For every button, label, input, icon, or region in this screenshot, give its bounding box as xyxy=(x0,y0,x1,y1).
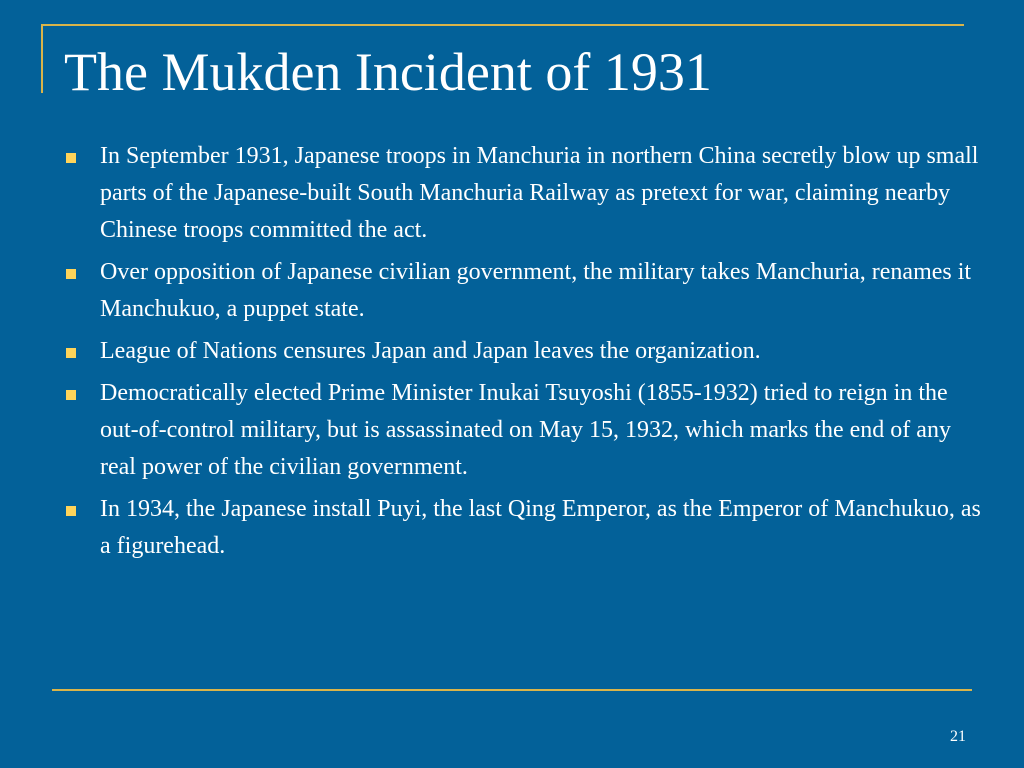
bullet-text: In 1934, the Japanese install Puyi, the last Qing Emperor, as the Emperor of Manchukuo, as a figurehead. xyxy=(100,496,981,559)
square-bullet-icon xyxy=(66,269,76,279)
bottom-accent-line xyxy=(52,689,972,691)
square-bullet-icon xyxy=(66,153,76,163)
bullet-item xyxy=(64,491,984,565)
slide-number: 21 xyxy=(950,728,966,745)
bullet-item xyxy=(64,333,984,370)
square-bullet-icon xyxy=(66,348,76,358)
bullet-text: Over opposition of Japanese civilian government, the military takes Manchuria, renames it Manchukuo, a puppet state. xyxy=(100,259,972,322)
left-accent-line xyxy=(41,24,43,93)
bullet-text: Democratically elected Prime Minister Inukai Tsuyoshi (1855-1932) tried to reign in the out-of-control military, but is assassinated on May 15, 1932, which marks the end of any real power of the civilian government. xyxy=(100,380,951,480)
bullet-item xyxy=(64,254,984,328)
bullet-text: In September 1931, Japanese troops in Manchuria in northern China secretly blow up small parts of the Japanese-built South Manchuria Railway as pretext for war, claiming nearby Chinese troops committed the act. xyxy=(100,143,979,243)
bullet-item xyxy=(64,375,984,486)
square-bullet-icon xyxy=(66,506,76,516)
square-bullet-icon xyxy=(66,390,76,400)
slide-title: The Mukden Incident of 1931 xyxy=(64,42,712,102)
bullet-list xyxy=(64,138,984,570)
top-accent-line xyxy=(42,24,964,26)
bullet-item xyxy=(64,138,984,249)
bullet-text: League of Nations censures Japan and Japan leaves the organization. xyxy=(100,338,761,364)
